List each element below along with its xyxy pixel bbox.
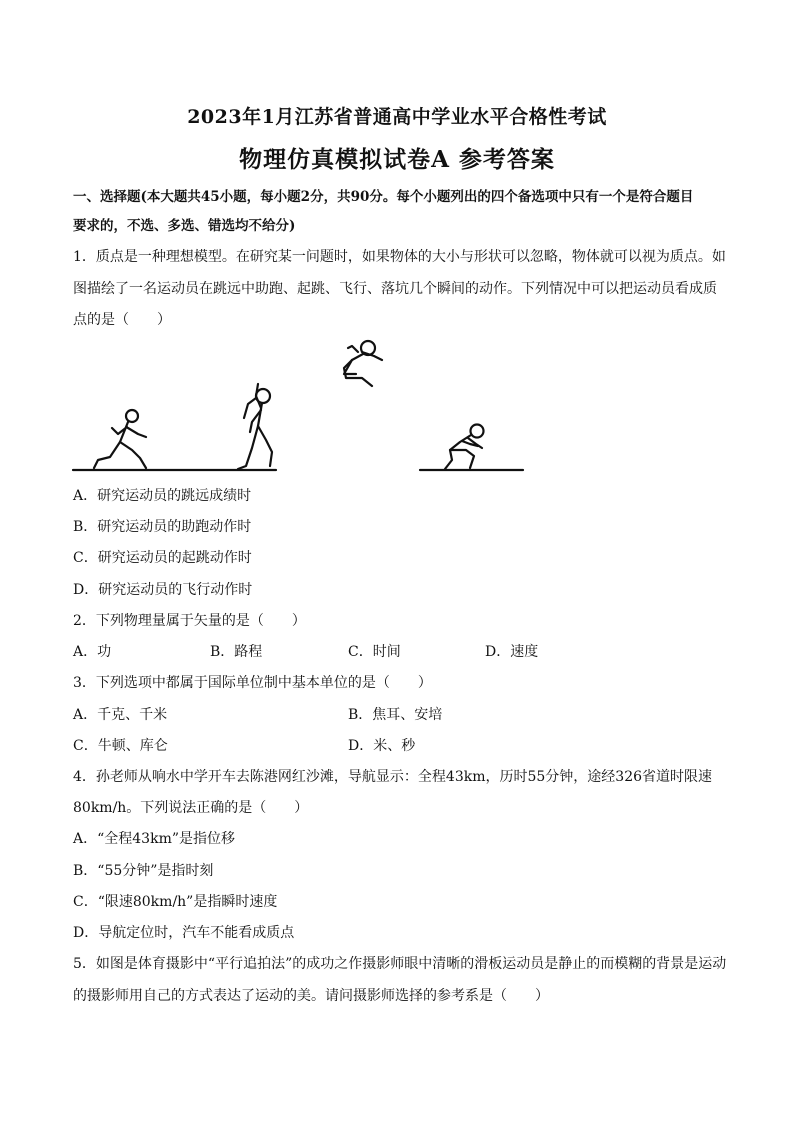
q2-option-c: C．时间 <box>348 644 401 660</box>
section-heading-line2: 要求的，不选、多选、错选均不给分) <box>73 218 296 234</box>
runner-figure <box>94 410 146 468</box>
q1-option-a: A．研究运动员的跳远成绩时 <box>73 488 252 504</box>
q3-options-row1 <box>73 705 733 725</box>
q4-option-a: A．“全程43km”是指位移 <box>73 831 235 847</box>
q1-stem-line1: 1．质点是一种理想模型。在研究某一问题时，如果物体的大小与形状可以忽略，物体就可以视为质点。如 <box>73 249 726 265</box>
q2-option-a: A．功 <box>73 644 112 660</box>
q2-option-d: D．速度 <box>485 644 539 660</box>
q3-stem: 3．下列选项中都属于国际单位制中基本单位的是（ ） <box>73 675 432 691</box>
section-heading-line1: 一、选择题(本大题共45小题，每小题2分，共90分。每个小题列出的四个备选项中只有一个是符合题目 <box>73 189 694 205</box>
q2-stem: 2．下列物理量属于矢量的是（ ） <box>73 613 306 629</box>
q1-option-b: B．研究运动员的助跑动作时 <box>73 519 252 535</box>
q3-options-row2 <box>73 736 733 756</box>
q2-option-b: B．路程 <box>210 644 263 660</box>
flight-figure <box>344 341 382 386</box>
q5-stem-line2: 的摄影师用自己的方式表达了运动的美。请问摄影师选择的参考系是（ ） <box>73 988 549 1004</box>
exam-subtitle: 物理仿真模拟试卷A 参考答案 <box>239 146 555 173</box>
q5-stem-line1: 5．如图是体育摄影中“平行追拍法”的成功之作摄影师眼中清晰的滑板运动员是静止的而模糊的背景是运动 <box>73 956 727 972</box>
q3-option-b: B．焦耳、安培 <box>348 707 443 723</box>
q1-stem-line2: 图描绘了一名运动员在跳远中助跑、起跳、飞行、落坑几个瞬间的动作。下列情况中可以把运动员看成质 <box>73 281 717 297</box>
q4-stem-line1: 4．孙老师从响水中学开车去陈港网红沙滩，导航显示：全程43km，历时55分钟，途经326省道时限速 <box>73 769 713 785</box>
q3-option-c: C．牛顿、库仑 <box>73 738 168 754</box>
exam-title: 2023年1月江苏省普通高中学业水平合格性考试 <box>187 106 607 128</box>
q2-options <box>73 642 733 662</box>
q4-stem-line2: 80km/h。下列说法正确的是（ ） <box>73 800 309 816</box>
landing-figure <box>445 425 484 470</box>
q4-option-d: D．导航定位时，汽车不能看成质点 <box>73 925 295 941</box>
q1-option-c: C．研究运动员的起跳动作时 <box>73 550 252 566</box>
q1-option-d: D．研究运动员的飞行动作时 <box>73 582 253 598</box>
q1-stem-line3: 点的是（ ） <box>73 312 171 328</box>
q4-option-c: C．“限速80km/h”是指瞬时速度 <box>73 894 278 910</box>
q3-option-d: D．米、秒 <box>348 738 416 754</box>
q3-option-a: A．千克、千米 <box>73 707 168 723</box>
takeoff-figure <box>238 384 272 469</box>
q4-option-b: B．“55分钟”是指时刻 <box>73 863 214 879</box>
